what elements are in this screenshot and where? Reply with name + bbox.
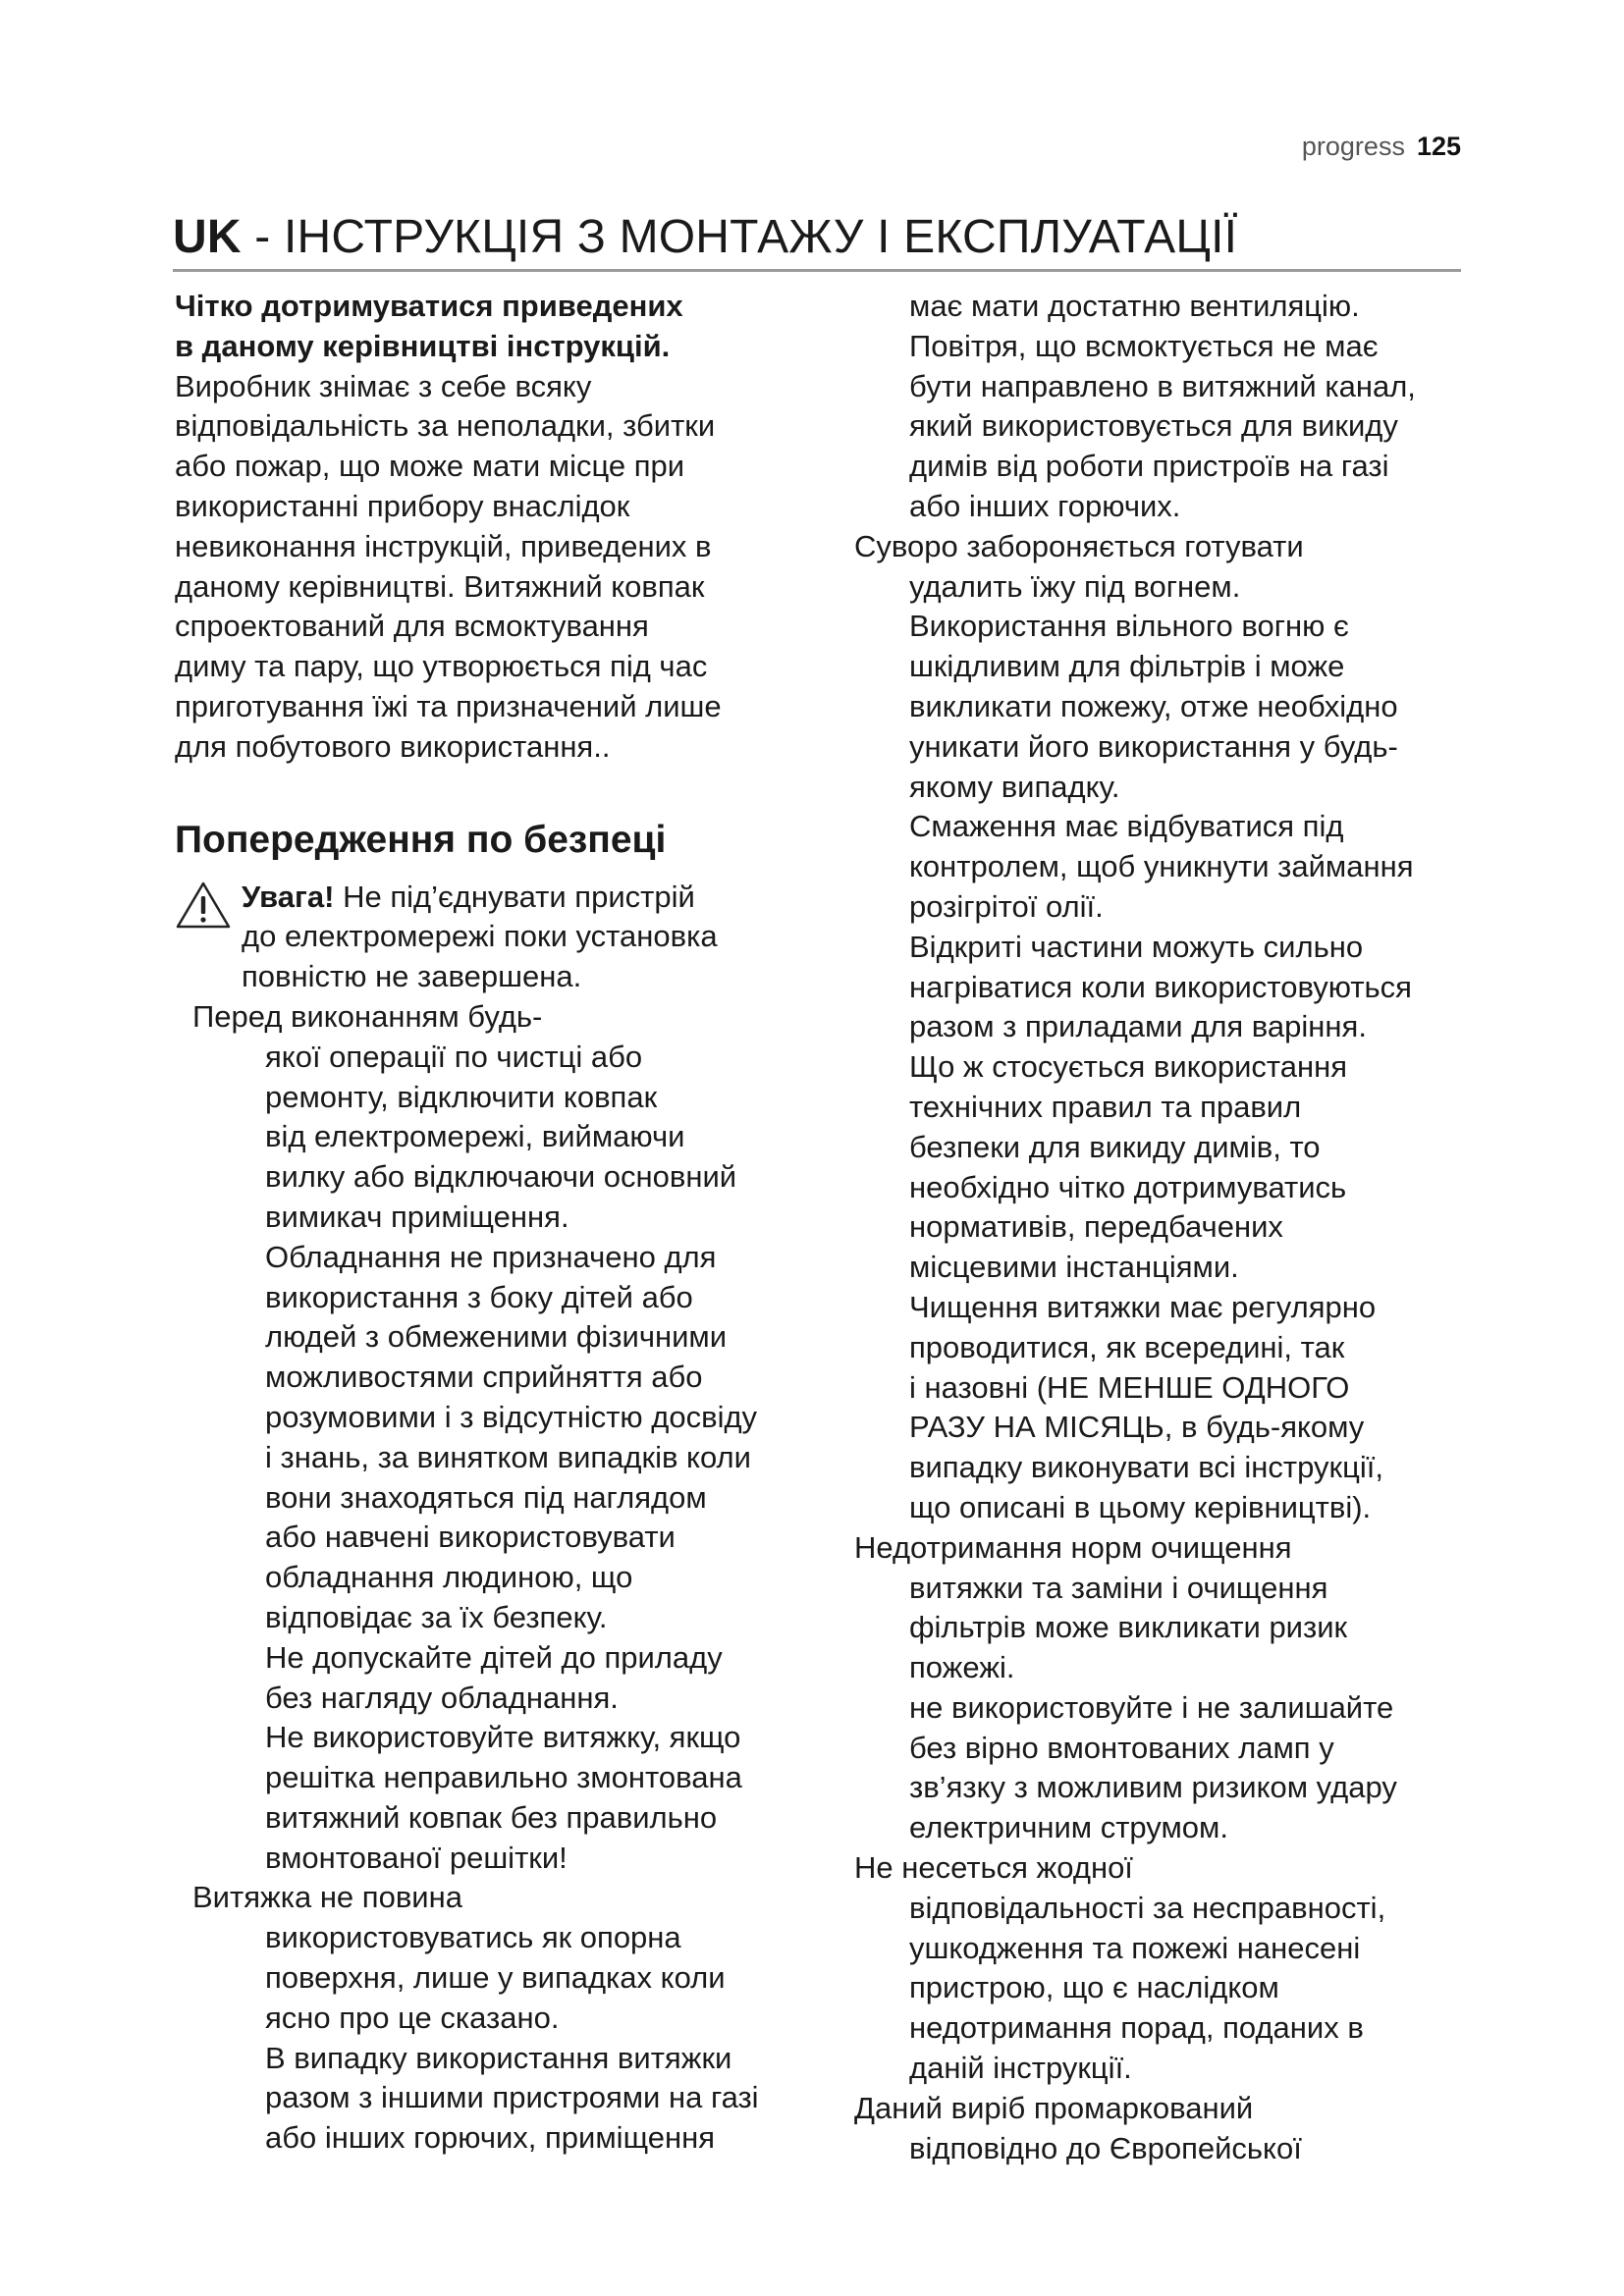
- body-line: відповідає за їх безпеку.: [265, 1599, 608, 1634]
- body-line: вимикач приміщення.: [265, 1199, 569, 1234]
- intro-line: або пожар, що може мати місце при: [175, 449, 685, 484]
- body-line: якої операції по чистці або: [265, 1039, 643, 1074]
- list-item-lead: Витяжка не повина: [192, 1880, 462, 1915]
- warning-label: Увага!: [242, 879, 335, 914]
- list-item: [175, 997, 803, 1879]
- body-line: розігрітої олії.: [909, 888, 1104, 924]
- title-text: - ІНСТРУКЦІЯ З МОНТАЖУ І ЕКСПЛУАТАЦІЇ: [241, 211, 1238, 263]
- warning-block: [175, 878, 803, 997]
- body-line: або навчені використовувати: [265, 1520, 676, 1555]
- body-line: бути направлено в витяжний канал,: [909, 368, 1416, 403]
- body-line: Обладнання не призначено для: [265, 1239, 717, 1274]
- list-item-body: [192, 1038, 803, 1879]
- body-line: технічних правил та правил: [909, 1089, 1302, 1124]
- body-line: вмонтованої решітки!: [265, 1840, 568, 1875]
- list-item-body: [854, 1889, 1483, 2089]
- body-line: розумовими і з відсутністю досвіду: [265, 1399, 758, 1434]
- body-line: Використання вільного вогню є: [909, 609, 1349, 644]
- body-line: даній інструкції.: [909, 2051, 1132, 2086]
- list-item-lead: Недотримання норм очищення: [854, 1529, 1292, 1565]
- list-item-lead: Не несеться жодної: [854, 1850, 1133, 1886]
- body-line: і знань, за винятком випадків коли: [265, 1439, 751, 1474]
- page-header: [1302, 132, 1461, 162]
- body-line: Не допускайте дітей до приладу: [265, 1639, 723, 1675]
- body-line: нормативів, передбачених: [909, 1209, 1283, 1245]
- intro-bold-line: в даному керівництві інструкцій.: [175, 328, 671, 363]
- body-line: витяжки та заміни і очищення: [909, 1570, 1328, 1605]
- body-line: ушкодження та пожежі нанесені: [909, 1930, 1361, 1965]
- list-item-body: [854, 2129, 1483, 2169]
- body-line: Чищення витяжки має регулярно: [909, 1289, 1377, 1324]
- list-item: [854, 2089, 1483, 2169]
- warning-text: до електромережі поки установка: [242, 919, 718, 954]
- body-line: пожежі.: [909, 1650, 1015, 1685]
- body-line: витяжний ковпак без правильно: [265, 1799, 718, 1835]
- list-item: [854, 1848, 1483, 2089]
- body-line: удалить їжу під вогнем.: [909, 568, 1241, 604]
- list-item-lead: Суворо забороняється готувати: [854, 528, 1304, 563]
- list-item: [175, 1878, 803, 2159]
- body-line: ремонту, відключити ковпак: [265, 1079, 658, 1114]
- body-line: уникати його використання у будь-: [909, 728, 1398, 764]
- body-line: контролем, щоб уникнути займання: [909, 849, 1414, 884]
- body-line: обладнання людиною, що: [265, 1560, 633, 1595]
- body-line: людей з обмеженими фізичними: [265, 1319, 728, 1355]
- list-item: [854, 527, 1483, 1528]
- body-line: Повітря, що всмоктується не має: [909, 328, 1379, 363]
- body-line: шкідливим для фільтрів і може: [909, 649, 1345, 684]
- list-item-lead: Даний виріб промаркований: [854, 2090, 1254, 2125]
- body-line: разом з приладами для варіння.: [909, 1009, 1367, 1044]
- body-line: від електромережі, виймаючи: [265, 1119, 685, 1154]
- intro-line: Виробник знімає з себе всяку: [175, 368, 592, 403]
- body-line: Не використовуйте витяжку, якщо: [265, 1720, 741, 1755]
- intro-line: для побутового використання..: [175, 728, 611, 764]
- list-item-continuation: [854, 287, 1483, 527]
- body-line: нагріватися коли використовуються: [909, 969, 1412, 1004]
- list-item-body: [854, 1569, 1483, 1849]
- body-line: без вірно вмонтованих ламп у: [909, 1730, 1334, 1765]
- intro-paragraph: [175, 367, 803, 768]
- body-line: використання з боку дітей або: [265, 1279, 693, 1314]
- body-line: В випадку використання витяжки: [265, 2040, 732, 2075]
- body-line: використовуватись як опорна: [265, 1920, 681, 1955]
- body-line: відповідно до Європейської: [909, 2130, 1302, 2165]
- body-line: якому випадку.: [909, 769, 1120, 804]
- list-item: [854, 1528, 1483, 1848]
- body-line: або інших горючих, приміщення: [265, 2120, 715, 2156]
- body-line: вони знаходяться під наглядом: [265, 1479, 707, 1515]
- intro-bold-line: Чітко дотримуватися приведених: [175, 289, 683, 323]
- body-line: відповідальності за несправності,: [909, 1890, 1386, 1925]
- body-line: фільтрів може викликати ризик: [909, 1610, 1348, 1645]
- left-column: [175, 287, 803, 2159]
- intro-line: невиконання інструкцій, приведених в: [175, 528, 712, 563]
- intro-line: даному керівництві. Витяжний ковпак: [175, 568, 705, 604]
- body-line: можливостями сприйняття або: [265, 1360, 703, 1395]
- intro-line: приготування їжі та призначений лише: [175, 688, 722, 723]
- page-title: [173, 208, 1461, 272]
- body-line: димів від роботи пристроїв на газі: [909, 449, 1389, 484]
- body-line: не використовуйте і не залишайте: [909, 1689, 1394, 1725]
- body-line: зв’язку з можливим ризиком удару: [909, 1770, 1397, 1805]
- list-item-lead: Перед виконанням будь-: [192, 998, 543, 1034]
- body-line: випадку виконувати всі інструкції,: [909, 1450, 1383, 1485]
- page-number: 125: [1416, 132, 1461, 161]
- body-line: проводитися, як всередині, так: [909, 1329, 1345, 1364]
- brand-name: progress: [1301, 132, 1405, 161]
- body-line: без нагляду обладнання.: [265, 1680, 619, 1715]
- body-line: або інших горючих.: [909, 488, 1181, 523]
- body-line: Відкриті частини можуть сильно: [909, 929, 1364, 964]
- body-line: РАЗУ НА МІСЯЦЬ, в будь-якому: [909, 1410, 1365, 1445]
- body-line: разом з іншими пристроями на газі: [265, 2080, 759, 2115]
- body-line: місцевими інстанціями.: [909, 1250, 1239, 1285]
- body-line: решітка неправильно змонтована: [265, 1760, 742, 1795]
- body-line: який використовується для викиду: [909, 408, 1398, 444]
- body-line: недотримання порад, поданих в: [909, 2010, 1364, 2046]
- intro-line: відповідальність за неполадки, збитки: [175, 408, 716, 444]
- right-column: [854, 287, 1483, 2168]
- body-line: пристрою, що є наслідком: [909, 1970, 1279, 2005]
- body-line: Смаження має відбуватися під: [909, 809, 1344, 844]
- list-item-body: [192, 1918, 803, 2159]
- intro-line: диму та пару, що утворюється під час: [175, 649, 708, 684]
- body-line: Що ж стосується використання: [909, 1049, 1348, 1085]
- body-line: безпеки для викиду димів, то: [909, 1129, 1321, 1164]
- body-line: викликати пожежу, отже необхідно: [909, 688, 1398, 723]
- intro-line: спроектований для всмоктування: [175, 609, 649, 644]
- section-heading: Попередження по безпеці: [175, 818, 667, 861]
- body-line: електричним струмом.: [909, 1810, 1228, 1845]
- warning-text: повністю не завершена.: [242, 959, 582, 994]
- list-item-body: [854, 567, 1483, 1528]
- body-line: що описані в цьому керівництві).: [909, 1489, 1372, 1524]
- body-line: ясно про це сказано.: [265, 2000, 560, 2035]
- body-line: і назовні (НЕ МЕНШЕ ОДНОГО: [909, 1369, 1350, 1405]
- language-code: UK: [173, 211, 242, 263]
- warning-text: Не під’єднувати пристрій: [334, 879, 695, 914]
- body-line: поверхня, лише у випадках коли: [265, 1960, 726, 1996]
- body-line: має мати достатню вентиляцію.: [909, 289, 1360, 323]
- warning-triangle-icon: [175, 880, 232, 931]
- intro-line: використанні прибору внаслідок: [175, 488, 630, 523]
- body-line: необхідно чітко дотримуватись: [909, 1169, 1347, 1204]
- body-line: вилку або відключаючи основний: [265, 1159, 737, 1195]
